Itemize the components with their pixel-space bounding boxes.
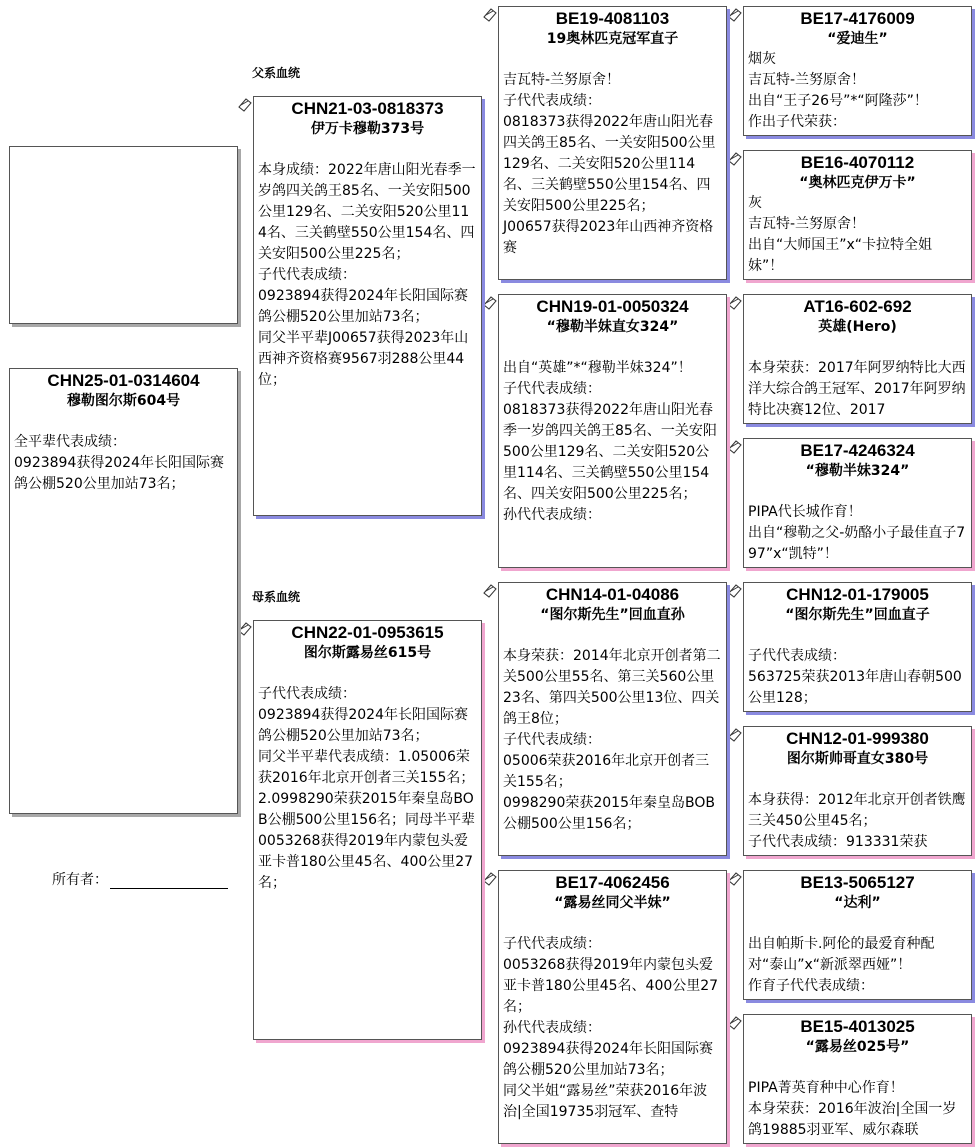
ssd-card[interactable] [743,150,972,280]
ring-number: CHN12-01-179005 [786,585,929,604]
bird-name: 19奥林匹克冠军直子 [546,31,679,47]
ddd-card[interactable] [743,1014,972,1144]
owner-line [110,874,228,889]
ring-number: BE13-5065127 [800,873,915,892]
sdd-card[interactable] [743,438,972,568]
bird-name: “达利” [834,895,881,911]
bird-notes: 本身成绩：2022年唐山阳光春季一岁鸽四关鸽王85名、一关安阳500公里129名、二关安阳520公里114名、三关鹤壁550公里154名、四关安阳500公里225名； 子代代表成绩： 0923894获得2024年长阳国际赛鸽公棚520公里加站73名； 同父半平辈J00657获得2023年山西神齐资格赛9567羽288公里44位； [258,162,476,388]
dss-card[interactable] [743,582,972,712]
bird-notes: 吉瓦特-兰努原舍！ 子代代表成绩： 0818373获得2022年唐山阳光春四关鸽王85名、一关安阳500公里129名、二关安阳520公里114名、三关鹤壁550公里154名、四关安阳500公里225名； J00657获得2023年山西神齐资格赛 [503,72,716,256]
ring-number: CHN22-01-0953615 [291,623,444,642]
ring-number: CHN25-01-0314604 [47,371,200,390]
dam-line-label: 母系血统 [252,590,301,604]
edit-tag-icon[interactable] [482,294,498,310]
bird-name: “图尔斯先生”回血直孙 [540,607,685,623]
bird-name: 图尔斯露易丝615号 [303,645,432,661]
sire-dam-card[interactable] [498,294,727,568]
bird-name: “露易丝025号” [805,1039,910,1055]
bird-notes: 子代代表成绩： 0923894获得2024年长阳国际赛鸽公棚520公里加站73名； 同父半平辈代表成绩：1.05006荣获2016年北京开创者三关155名； 2.0998290荣获2015年秦皇岛BOB公棚500公里156名；同母半平辈0053268获得2019年内蒙包头爱亚卡普180公里45名、400公里27名； [258,686,476,891]
bird-notes: 出自“英雄”*“穆勒半妹324”！ 子代代表成绩： 0818373获得2022年唐山阳光春季一岁鸽四关鸽王85名、一关安阳500公里129名、二关安阳520公里114名、三关鹤壁550公里154名、四关安阳500公里225名； 孙代代表成绩： [503,360,717,523]
sire-line-label: 父系血统 [252,66,301,80]
bird-notes: 全平辈代表成绩： 0923894获得2024年长阳国际赛鸽公棚520公里加站73名； [14,434,224,492]
ring-number: AT16-602-692 [803,297,912,316]
edit-tag-icon[interactable] [727,150,743,166]
dds-card[interactable] [743,870,972,1000]
edit-tag-icon[interactable] [237,620,253,636]
bird-notes: 本身荣获：2017年阿罗纳特比大西洋大综合鸽王冠军、2017年阿罗纳特比决赛12位、2017 [748,360,966,418]
ring-number: CHN21-03-0818373 [291,99,444,118]
ring-number: BE17-4062456 [555,873,670,892]
bird-name: “穆勒半妹直女324” [546,319,679,335]
bird-name: “爱迪生” [827,31,888,47]
subject-card[interactable] [9,368,238,814]
edit-tag-icon[interactable] [482,6,498,22]
owner-label: 所有者： [52,872,108,888]
ring-number: BE15-4013025 [800,1017,915,1036]
edit-tag-icon[interactable] [482,582,498,598]
sds-card[interactable] [743,294,972,424]
photo-box [9,146,238,324]
bird-notes: PIPA代长城作育！ 出自“穆勒之父-奶酪小子最佳直子797”x“凯特”！ [748,504,966,562]
ring-number: BE16-4070112 [800,153,915,172]
dam-card[interactable] [253,620,482,1040]
bird-notes: 本身荣获：2014年北京开创者第二关500公里55名、第三关560公里23名、第四关500公里13位、四关鸽王8位； 子代代表成绩： 05006荣获2016年北京开创者三关155名； 0998290荣获2015年秦皇岛BOB公棚500公里156名； [503,648,721,832]
edit-tag-icon[interactable] [727,438,743,454]
bird-notes: PIPA菁英育种中心作育！ 本身荣获：2016年波治|全国一岁鸽19885羽亚军、威尔森联 [748,1080,957,1138]
sss-card[interactable] [743,6,972,136]
sire-card[interactable] [253,96,482,516]
edit-tag-icon[interactable] [727,294,743,310]
edit-tag-icon[interactable] [727,1014,743,1030]
bird-name: “奥林匹克伊万卡” [799,175,916,191]
bird-name: 伊万卡穆勒373号 [310,121,425,137]
sire-sire-card[interactable] [498,6,727,280]
dam-sire-card[interactable] [498,582,727,856]
bird-name: 穆勒图尔斯604号 [66,393,181,409]
bird-notes: 灰 吉瓦特-兰努原舍！ 出自“大师国王”x“卡拉特全姐妹”！ [748,195,933,274]
bird-name: “穆勒半妹324” [805,463,910,479]
bird-notes: 子代代表成绩： 0053268获得2019年内蒙包头爱亚卡普180公里45名、400公里27名； 孙代代表成绩： 0923894获得2024年长阳国际赛鸽公棚520公里加站73名； 同父半姐“露易丝”荣获2016年波治|全国19735羽冠军、查特 [503,936,719,1120]
bird-name: “露易丝同父半妹” [554,895,671,911]
edit-tag-icon[interactable] [727,870,743,886]
edit-tag-icon[interactable] [482,870,498,886]
ring-number: BE17-4176009 [800,9,915,28]
dam-dam-card[interactable] [498,870,727,1144]
ring-number: BE17-4246324 [800,441,915,460]
bird-notes: 本身获得：2012年北京开创者铁鹰三关450公里45名； 子代代表成绩：913331荣获 [748,792,966,850]
edit-tag-icon[interactable] [727,582,743,598]
dsd-card[interactable] [743,726,972,856]
owner-field [52,869,228,889]
ring-number: CHN12-01-999380 [786,729,929,748]
ring-number: CHN14-01-04086 [545,585,680,604]
bird-name: “图尔斯先生”回血直子 [785,607,930,623]
bird-name: 英雄(Hero) [818,319,897,335]
bird-notes: 烟灰 吉瓦特-兰努原舍！ 出自“王子26号”*“阿隆莎”！ 作出子代荣获： [748,51,928,130]
edit-tag-icon[interactable] [727,726,743,742]
bird-notes: 子代代表成绩： 563725荣获2013年唐山春朝500公里128； [748,648,962,706]
ring-number: BE19-4081103 [555,9,670,28]
edit-tag-icon[interactable] [237,96,253,112]
ring-number: CHN19-01-0050324 [536,297,689,316]
edit-tag-icon[interactable] [727,6,743,22]
bird-name: 图尔斯帅哥直女380号 [786,751,929,767]
bird-notes: 出自帕斯卡.阿伦的最爱育种配对“泰山”x“新派翠西娅”！ 作育子代代表成绩： [748,936,935,994]
